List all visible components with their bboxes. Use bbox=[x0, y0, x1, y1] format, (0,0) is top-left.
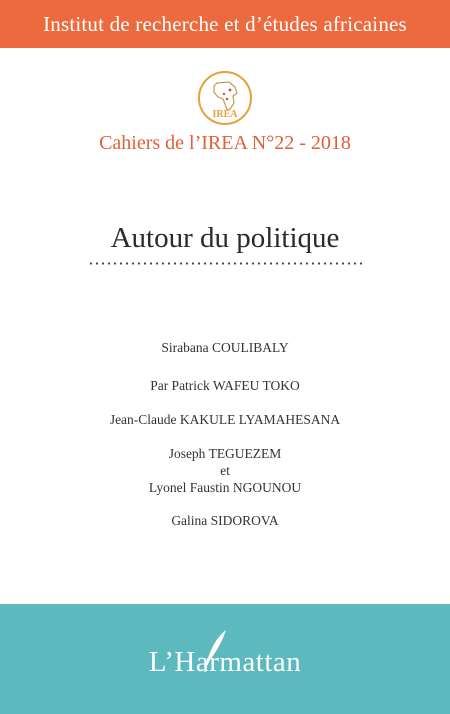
author-line: Joseph TEGUEZEM bbox=[168, 446, 282, 461]
author-conjunction: et bbox=[220, 463, 230, 478]
dotted-divider bbox=[88, 262, 364, 265]
institute-banner bbox=[0, 0, 450, 48]
author-line: Galina SIDOROVA bbox=[171, 513, 279, 528]
africa-map-logo-icon bbox=[197, 70, 253, 126]
book-title: Autour du politique bbox=[110, 222, 340, 254]
publisher-name: L’Harmattan bbox=[148, 646, 302, 678]
logo-text: IREA bbox=[212, 109, 238, 120]
institute-name: Institut de recherche et d’études africaines bbox=[43, 11, 407, 36]
author-line: Par Patrick WAFEU TOKO bbox=[150, 378, 300, 393]
author-line: Jean-Claude KAKULE LYAMAHESANA bbox=[109, 412, 341, 427]
series-label: Cahiers de l’IREA N°22 - 2018 bbox=[99, 132, 351, 154]
author-line: Lyonel Faustin NGOUNOU bbox=[148, 480, 302, 495]
author-line: Sirabana COULIBALY bbox=[161, 340, 289, 355]
